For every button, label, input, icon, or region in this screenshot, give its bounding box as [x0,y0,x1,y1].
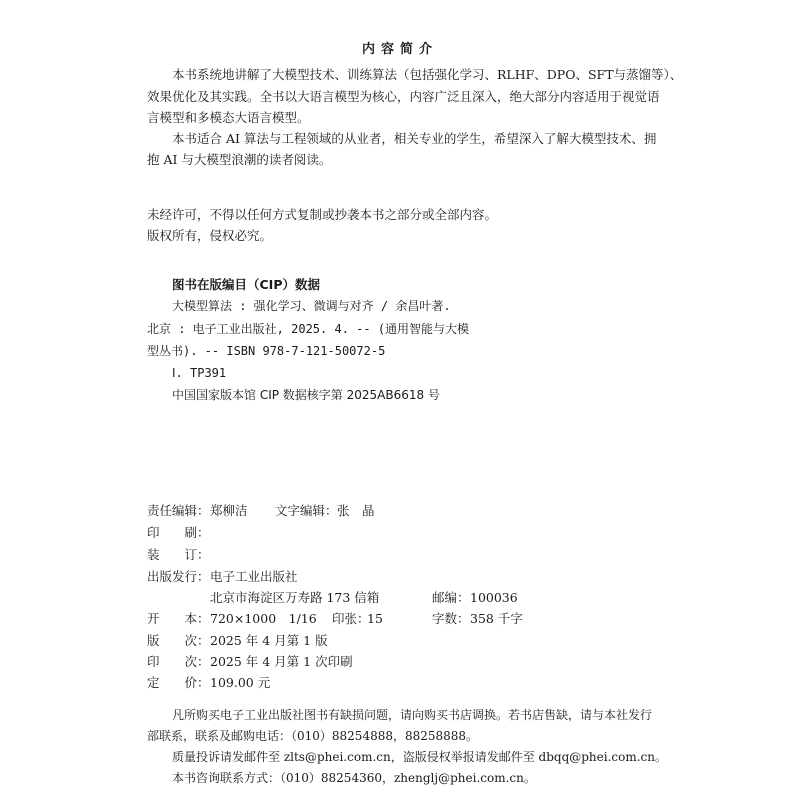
cip-line1: 大模型算法 : 强化学习、微调与对齐 / 余昌叶著. [172,299,451,313]
edition-label: 版 次： [147,633,210,648]
address-value: 北京市海淀区万寿路 173 信箱 [210,590,380,605]
format-value: 720×1000 1/16 [210,611,317,626]
notice-line3: 质量投诉请发邮件至 zlts@phei.com.cn，盗版侵权举报请发邮件至 dbqq@phei.com.cn。 [172,750,668,764]
edition-value: 2025 年 4 月第 1 版 [210,633,328,648]
format-label: 开 本： [147,611,210,626]
text-editor-value: 张 晶 [337,503,375,518]
notice-line4: 本书咨询联系方式：（010）88254360，zhenglj@phei.com.cn。 [172,771,536,785]
sheets-label: 印张： [332,611,370,626]
intro-para2-line1: 本书适合 AI 算法与工程领域的从业者，相关专业的学生，希望深入了解大模型技术、拥 [172,131,657,146]
price-value: 109.00 元 [210,675,271,690]
postcode-value: 100036 [470,590,518,605]
editor-value: 郑柳洁 [210,503,248,518]
publisher-value: 电子工业出版社 [210,569,298,584]
cip-heading: 图书在版编目（CIP）数据 [172,277,320,292]
printing-value: 2025 年 4 月第 1 次印刷 [210,654,353,669]
cip-line3: 型丛书). -- ISBN 978-7-121-50072-5 [147,344,386,358]
editor-label: 责任编辑： [147,503,210,518]
intro-para1-line1: 本书系统地讲解了大模型技术、训练算法（包括强化学习、RLHF、DPO、SFT与蒸馏等）、 [172,67,683,82]
sheets-value: 15 [367,611,383,626]
postcode-label: 邮编： [432,590,470,605]
cip-line2: 北京 : 电子工业出版社, 2025. 4. -- (通用智能与大模 [147,322,470,336]
price-label: 定 价： [147,675,210,690]
cip-line4: Ⅰ. TP391 [172,366,227,380]
copyright-line1: 未经许可，不得以任何方式复制或抄袭本书之部分或全部内容。 [147,207,498,222]
copyright-line2: 版权所有，侵权必究。 [147,228,273,243]
page-title: 内容简介 [361,42,438,57]
print-label: 印 刷： [147,525,210,540]
words-label: 字数： [432,611,470,626]
publisher-label: 出版发行： [147,569,210,584]
intro-para1-line3: 言模型和多模态大语言模型。 [147,110,310,125]
cip-line5: 中国国家版本馆 CIP 数据核字第 2025AB6618 号 [172,388,440,402]
intro-para1-line2: 效果优化及其实践。全书以大语言模型为核心，内容广泛且深入，绝大部分内容适用于视觉语 [147,89,660,104]
words-value: 358 千字 [470,611,523,626]
printing-label: 印 次： [147,654,210,669]
notice-line2: 部联系，联系及邮购电话：（010）88254888，88258888。 [147,729,479,743]
intro-para2-line2: 抱 AI 与大模型浪潮的读者阅读。 [147,152,332,167]
notice-line1: 凡所购买电子工业出版社图书有缺损问题，请向购买书店调换。若书店售缺，请与本社发行 [172,708,653,722]
text-editor-label: 文字编辑： [275,503,338,518]
bind-label: 装 订： [147,547,210,562]
